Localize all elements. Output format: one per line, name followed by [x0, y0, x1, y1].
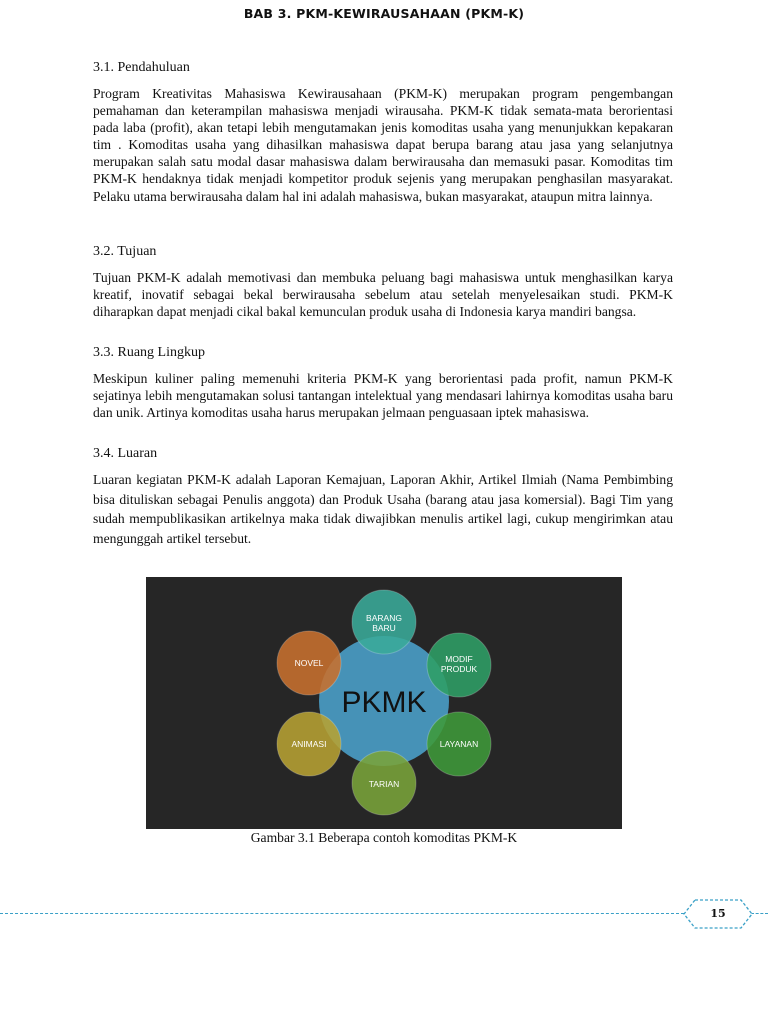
section-tujuan [93, 243, 673, 260]
paragraph: Luaran kegiatan PKM-K adalah Laporan Kemajuan, Laporan Akhir, Artikel Ilmiah (Nama Pembimbing bisa dituliskan sebagai Penulis anggota) dan Produk Usaha (barang atau jasa komersial). Bagi Tim yang sudah mempublikasikan artikelnya maka tidak diwajibkan menulis artikel lagi, cukup mengirimkan atau mengunggah artikel tersebut. [93, 472, 673, 546]
node-novel [277, 631, 341, 695]
node-animasi [277, 712, 341, 776]
node-barang-baru [352, 590, 416, 654]
node-label: BARANG [366, 613, 402, 623]
page-number: 15 [710, 907, 726, 920]
section-body [93, 85, 673, 205]
node-label: NOVEL [294, 658, 324, 668]
node-label: PRODUK [440, 664, 478, 674]
section-body [93, 470, 673, 548]
node-tarian [352, 751, 416, 815]
section-pendahuluan [93, 59, 673, 76]
pkmk-diagram [146, 577, 622, 829]
section-ruang-lingkup [93, 344, 673, 361]
section-luaran [93, 445, 673, 462]
chapter-title: BAB 3. PKM-KEWIRAUSAHAAN (PKM-K) [243, 6, 525, 21]
node-modif-produk [427, 633, 491, 697]
footer-divider [0, 913, 684, 914]
footer-divider [751, 913, 768, 914]
node-label: ANIMASI [291, 739, 327, 749]
paragraph: Meskipun kuliner paling memenuhi kriteria PKM-K yang berorientasi pada profit, namun PKM-K sejatinya lebih mengutamakan solusi tantangan intelektual yang mendasari lahirnya komoditas usaha baru dan unik. Artinya komoditas usaha harus merupakan jelmaan penguasaan iptek mahasiswa. [93, 371, 673, 421]
section-heading: 3.1. Pendahuluan [93, 60, 190, 75]
section-body [93, 370, 673, 421]
node-layanan [427, 712, 491, 776]
section-body [93, 269, 673, 320]
section-heading: 3.3. Ruang Lingkup [93, 345, 205, 360]
paragraph: Tujuan PKM-K adalah memotivasi dan membuka peluang bagi mahasiswa untuk menghasilkan karya kreatif, inovatif sebagai bekal berwirausaha sebelum atau setelah menyelesaikan studi. PKM-K diharapkan dapat menjadi cikal bakal kemunculan produk usaha di Indonesia karya mandiri bangsa. [93, 270, 673, 320]
node-label: TARIAN [368, 779, 400, 789]
paragraph: Program Kreativitas Mahasiswa Kewirausahaan (PKM-K) merupakan program pengembangan pemahaman dan keterampilan mahasiswa menjadi wirausaha. PKM-K tidak semata-mata berorientasi pada laba (profit), akan tetapi lebih mengutamakan jenis komoditas usaha yang menunjukkan kepakaran tim . Komoditas usaha yang dihasilkan mahasiswa dapat berupa barang atau jasa yang selanjutnya merupakan salah satu modal dasar mahasiswa dalam berwirausaha dan memasuki pasar. Komoditas tim PKM-K hendaknya tidak menjadi kompetitor produk sejenis yang merupakan penghasilan masyarakat. Pelaku utama berwirausaha dalam hal ini adalah mahasiswa, bukan masyarakat, ataupun mitra lainnya. [93, 86, 673, 204]
diagram-canvas [146, 577, 622, 829]
node-label: LAYANAN [439, 739, 479, 749]
figure-caption: Gambar 3.1 Beberapa contoh komoditas PKM-K [250, 830, 518, 845]
section-heading: 3.2. Tujuan [93, 244, 157, 259]
center-label: PKMK [341, 686, 427, 719]
node-label: MODIF [445, 654, 473, 664]
node-label: BARU [372, 623, 396, 633]
section-heading: 3.4. Luaran [93, 446, 158, 461]
